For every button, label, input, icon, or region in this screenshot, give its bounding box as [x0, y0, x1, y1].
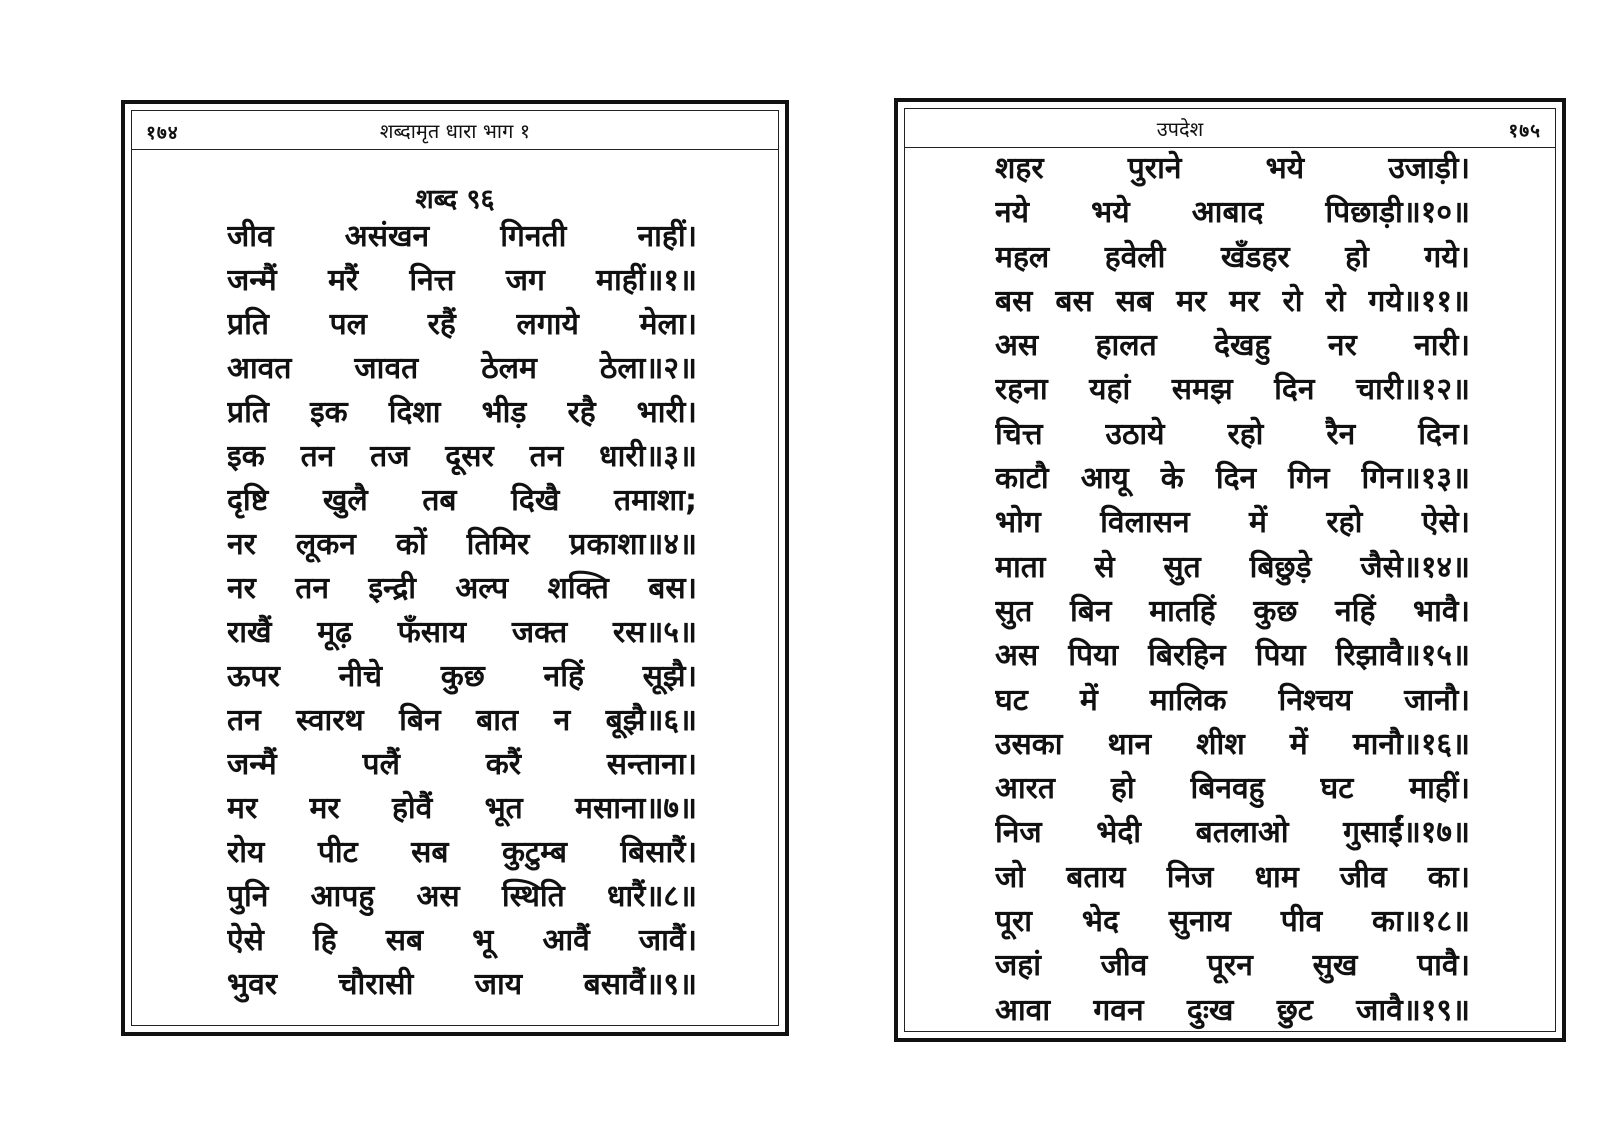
verse-line: सुत बिन मातहिं कुछ नहिं भावै।	[995, 593, 1470, 629]
verse-line: जीव असंखन गिनती नाहीं।	[227, 219, 697, 254]
left-page	[121, 100, 789, 1036]
verse-line: ऐसे हि सब भू आवैं जावैं।	[227, 923, 697, 958]
verse-line: शहर पुराने भये उजाड़ी।	[995, 151, 1470, 186]
verse-line: दृष्टि खुलै तब दिखै तमाशा;	[227, 483, 697, 518]
right-page	[894, 98, 1566, 1042]
left-page-header	[132, 111, 778, 150]
left-page-frame	[131, 110, 779, 1026]
verse-line: नर तन इन्द्री अल्प शक्ति बस।	[227, 571, 697, 606]
right-page-header	[905, 109, 1555, 148]
verse-block	[227, 215, 697, 1007]
left-page-body	[132, 149, 778, 1025]
verse-line: भोग विलासन में रहो ऐसे।	[995, 505, 1470, 541]
page-number: १७४	[146, 122, 179, 144]
verse-line: प्रति इक दिशा भीड़ रहै भारी।	[227, 395, 697, 430]
shabd-heading: शब्द ९६	[415, 184, 495, 215]
verse-line: तन स्वारथ बिन बात न बूझै॥६॥	[227, 703, 697, 738]
verse-line: जन्मैं पलैं करैं सन्ताना।	[227, 747, 697, 782]
verse-line: आवा गवन दुःख छुट जावै॥१९॥	[995, 992, 1470, 1028]
verse-line: पूरा भेद सुनाय पीव का॥१८॥	[995, 904, 1470, 940]
verse-line: आवत जावत ठेलम ठेला॥२॥	[227, 351, 697, 386]
verse-line: नर लूकन कों तिमिर प्रकाशा॥४॥	[227, 527, 697, 562]
verse-line: अस पिया बिरहिन पिया रिझावै॥१५॥	[995, 638, 1470, 674]
verse-line: घट में मालिक निश्चय जानौ।	[995, 682, 1470, 718]
verse-line: पुनि आपहु अस स्थिति धारैं॥८॥	[227, 879, 697, 914]
verse-line: रोय पीट सब कुटुम्ब बिसारैं।	[227, 835, 697, 870]
verse-line: काटौ आयू के दिन गिन गिन॥१३॥	[995, 461, 1470, 497]
verse-line: नये भये आबाद पिछाड़ी॥१०॥	[995, 195, 1470, 231]
verse-line: महल हवेली खँडहर हो गये।	[995, 239, 1470, 275]
verse-line: ऊपर नीचे कुछ नहिं सूझै।	[227, 659, 697, 694]
verse-block	[995, 147, 1470, 1033]
verse-line: इक तन तज दूसर तन धारी॥३॥	[227, 439, 697, 474]
verse-line: आरत हो बिनवहु घट माहीं।	[995, 771, 1470, 807]
verse-line: अस हालत देखहु नर नारी।	[995, 328, 1470, 364]
page-number: १७५	[1508, 120, 1541, 142]
verse-line: चित्त उठाये रहो रैन दिन।	[995, 416, 1470, 452]
verse-line: जहां जीव पूरन सुख पावै।	[995, 948, 1470, 984]
verse-line: जो बताय निज धाम जीव का।	[995, 859, 1470, 895]
right-page-body	[905, 147, 1555, 1031]
running-title: उपदेश	[1156, 117, 1204, 141]
verse-line: भुवर चौरासी जाय बसावैं॥९॥	[227, 967, 697, 1002]
verse-line: उसका थान शीश में मानौ॥१६॥	[995, 726, 1470, 762]
verse-line: रहना यहां समझ दिन चारी॥१२॥	[995, 372, 1470, 408]
verse-line: राखैं मूढ़ फँसाय जक्त रस॥५॥	[227, 615, 697, 650]
verse-line: निज भेदी बतलाओ गुसाईं॥१७॥	[995, 815, 1470, 851]
verse-line: बस बस सब मर मर रो रो गये॥११॥	[995, 283, 1470, 319]
verse-line: मर मर होवैं भूत मसाना॥७॥	[227, 791, 697, 826]
verse-line: प्रति पल रहैं लगाये मेला।	[227, 307, 697, 342]
verse-line: जन्मैं मरैं नित्त जग माहीं॥१॥	[227, 263, 697, 298]
verse-line: माता से सुत बिछुड़े जैसे॥१४॥	[995, 549, 1470, 585]
right-page-frame	[904, 108, 1556, 1032]
running-title: शब्दामृत धारा भाग १	[379, 119, 531, 143]
